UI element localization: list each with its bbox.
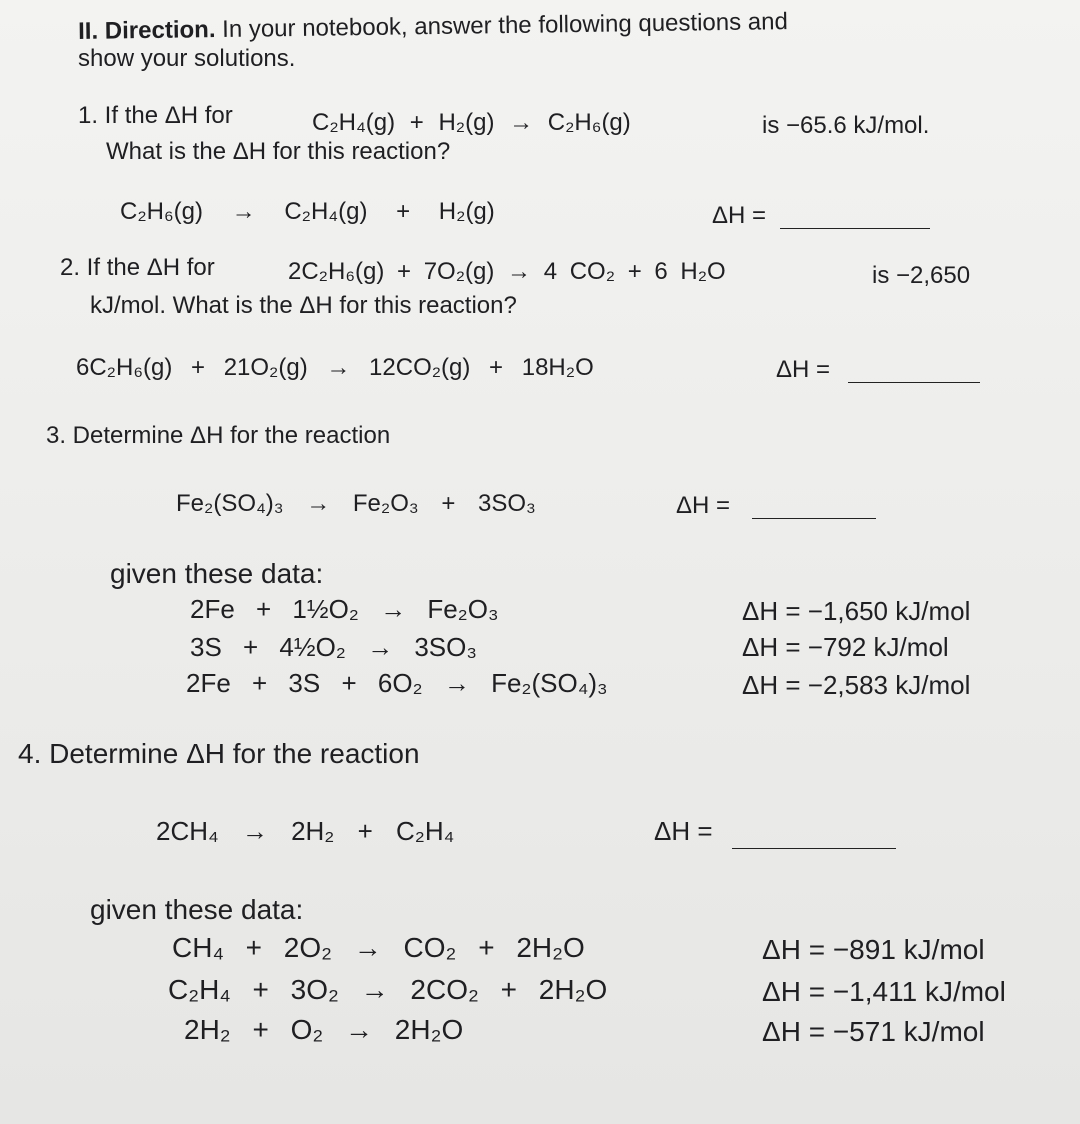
q1-reverse-equation: C₂H₆(g) → C₂H₄(g) + H₂(g) <box>120 198 495 225</box>
q4-data-eq-1: CH₄ + 2O₂ → CO₂ + 2H₂O <box>172 932 585 963</box>
q4-data-dh-2: ΔH = −1,411 kJ/mol <box>762 976 1006 1007</box>
q1-delta-h-label: ΔH = <box>712 202 767 229</box>
q4-target-equation: 2CH₄ → 2H₂ + C₂H₄ <box>156 816 455 846</box>
q2-intro: 2. If the ΔH for <box>60 254 215 281</box>
q3-data-dh-2: ΔH = −792 kJ/mol <box>742 632 949 662</box>
q3-given-label: given these data: <box>110 558 324 589</box>
direction-text-line2: show your solutions. <box>78 45 296 72</box>
q2-answer-blank[interactable] <box>848 382 980 383</box>
q4-data-dh-3: ΔH = −571 kJ/mol <box>762 1016 985 1047</box>
q2-value: is −2,650 <box>872 262 971 289</box>
q3-target-equation: Fe₂(SO₄)₃ → Fe₂O₃ + 3SO₃ <box>176 490 536 517</box>
direction-header <box>78 10 788 44</box>
q1-intro: 1. If the ΔH for <box>78 102 233 129</box>
q1-question: What is the ΔH for this reaction? <box>106 138 451 165</box>
q4-delta-h-label: ΔH = <box>654 816 713 846</box>
q2-delta-h-label: ΔH = <box>776 356 831 383</box>
q3-prompt: 3. Determine ΔH for the reaction <box>46 422 391 449</box>
q2-reaction: 2C₂H₆(g) + 7O₂(g) → 4 CO₂ + 6 H₂O <box>288 258 726 285</box>
q2-question: kJ/mol. What is the ΔH for this reaction? <box>90 292 517 319</box>
q4-data-dh-1: ΔH = −891 kJ/mol <box>762 934 985 965</box>
q4-prompt: 4. Determine ΔH for the reaction <box>18 738 420 769</box>
q1-answer-blank[interactable] <box>780 228 930 229</box>
q4-data-eq-3: 2H₂ + O₂ → 2H₂O <box>184 1014 464 1045</box>
direction-label: II. Direction. <box>77 16 216 45</box>
q3-answer-blank[interactable] <box>752 518 876 519</box>
q2-scaled-equation: 6C₂H₆(g) + 21O₂(g) → 12CO₂(g) + 18H₂O <box>76 354 594 381</box>
q3-data-eq-2: 3S + 4½O₂ → 3SO₃ <box>190 632 477 662</box>
q1-value: is −65.6 kJ/mol. <box>762 112 930 139</box>
q3-data-eq-1: 2Fe + 1½O₂ → Fe₂O₃ <box>190 594 499 624</box>
q3-delta-h-label: ΔH = <box>676 492 731 519</box>
q3-data-dh-1: ΔH = −1,650 kJ/mol <box>742 596 971 626</box>
q4-data-eq-2: C₂H₄ + 3O₂ → 2CO₂ + 2H₂O <box>168 974 608 1005</box>
direction-text: In your notebook, answer the following questions and <box>221 8 789 43</box>
q3-data-dh-3: ΔH = −2,583 kJ/mol <box>742 670 971 700</box>
q4-answer-blank[interactable] <box>732 848 896 849</box>
q1-reaction: C₂H₄(g) + H₂(g) → C₂H₆(g) <box>312 109 631 136</box>
q3-data-eq-3: 2Fe + 3S + 6O₂ → Fe₂(SO₄)₃ <box>186 668 608 698</box>
q4-given-label: given these data: <box>90 894 304 925</box>
